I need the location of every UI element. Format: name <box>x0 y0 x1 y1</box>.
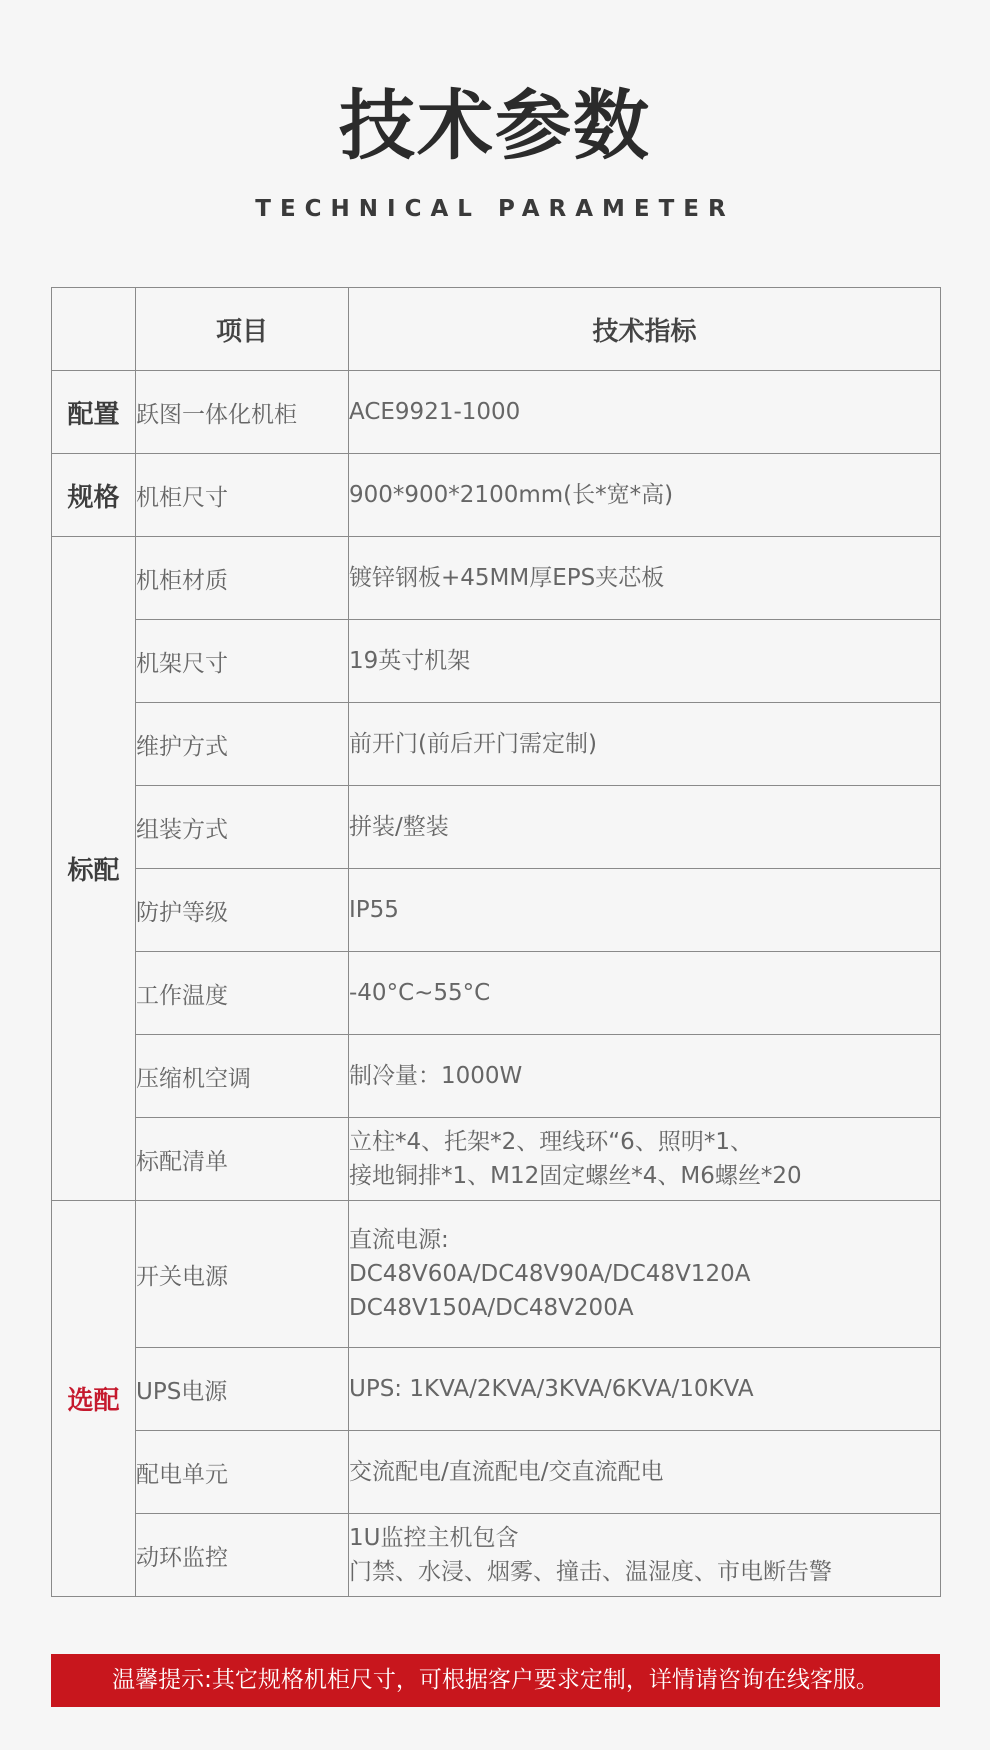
item-cell: 配电单元 <box>136 1431 349 1514</box>
page-subtitle: TECHNICAL PARAMETER <box>255 196 735 222</box>
table-row <box>52 869 941 952</box>
value-line: 1U监控主机包含 <box>349 1525 519 1551</box>
value-cell <box>349 1431 941 1514</box>
value-cell <box>349 537 941 620</box>
table-row <box>52 537 941 620</box>
value-cell <box>349 952 941 1035</box>
value-cell <box>349 454 941 537</box>
item-cell: 标配清单 <box>136 1118 349 1201</box>
value-line: 19英寸机架 <box>349 648 471 674</box>
value-line: 900*900*2100mm(长*宽*高) <box>349 482 674 508</box>
value-cell <box>349 869 941 952</box>
category-cell: 标配 <box>52 537 136 1201</box>
item-cell: 动环监控 <box>136 1514 349 1597</box>
value-line: 接地铜排*1、M12固定螺丝*4、M6螺丝*20 <box>349 1163 802 1189</box>
header-value: 技术指标 <box>349 288 941 371</box>
table-row <box>52 952 941 1035</box>
item-cell: 机柜尺寸 <box>136 454 349 537</box>
page-title: 技术参数 <box>339 81 651 170</box>
notice-banner: 温馨提示:其它规格机柜尺寸，可根据客户要求定制，详情请咨询在线客服。 <box>51 1654 940 1707</box>
value-cell <box>349 1035 941 1118</box>
value-line: DC48V150A/DC48V200A <box>349 1295 634 1321</box>
value-cell <box>349 620 941 703</box>
value-line: 门禁、水浸、烟雾、撞击、温湿度、市电断告警 <box>349 1559 832 1585</box>
value-line: -40°C~55°C <box>349 980 491 1006</box>
category-cell: 规格 <box>52 454 136 537</box>
value-cell <box>349 1514 941 1597</box>
value-line: IP55 <box>349 897 399 923</box>
value-line: ACE9921-1000 <box>349 399 521 425</box>
value-cell <box>349 371 941 454</box>
header-corner-cell <box>52 288 136 371</box>
value-cell <box>349 1201 941 1348</box>
item-cell: 组装方式 <box>136 786 349 869</box>
value-line: 制冷量：1000W <box>349 1063 523 1089</box>
table-row <box>52 1431 941 1514</box>
table-row <box>52 1514 941 1597</box>
value-cell <box>349 703 941 786</box>
parameter-table <box>51 287 941 1597</box>
item-cell: 维护方式 <box>136 703 349 786</box>
table-row <box>52 1201 941 1348</box>
value-line: 前开门(前后开门需定制) <box>349 731 597 757</box>
table-row <box>52 703 941 786</box>
item-cell: 工作温度 <box>136 952 349 1035</box>
value-cell <box>349 786 941 869</box>
table-row <box>52 1348 941 1431</box>
item-cell: 压缩机空调 <box>136 1035 349 1118</box>
table-header-row <box>52 288 941 371</box>
item-cell: UPS电源 <box>136 1348 349 1431</box>
table-row <box>52 371 941 454</box>
category-cell: 选配 <box>52 1201 136 1597</box>
header-item: 项目 <box>136 288 349 371</box>
item-cell: 机柜材质 <box>136 537 349 620</box>
value-line: 立柱*4、托架*2、理线环“6、照明*1、 <box>349 1129 753 1155</box>
value-line: 交流配电/直流配电/交直流配电 <box>349 1459 664 1485</box>
table-row <box>52 1118 941 1201</box>
item-cell: 防护等级 <box>136 869 349 952</box>
value-line: 镀锌钢板+45MM厚EPS夹芯板 <box>349 565 665 591</box>
category-cell: 配置 <box>52 371 136 454</box>
value-line: 拼装/整装 <box>349 814 449 840</box>
item-cell: 跃图一体化机柜 <box>136 371 349 454</box>
table-row <box>52 620 941 703</box>
item-cell: 机架尺寸 <box>136 620 349 703</box>
table-row <box>52 1035 941 1118</box>
item-cell: 开关电源 <box>136 1201 349 1348</box>
table-row <box>52 454 941 537</box>
value-cell <box>349 1348 941 1431</box>
value-line: UPS: 1KVA/2KVA/3KVA/6KVA/10KVA <box>349 1376 754 1402</box>
value-cell <box>349 1118 941 1201</box>
value-line: 直流电源: <box>349 1227 449 1253</box>
table-row <box>52 786 941 869</box>
value-line: DC48V60A/DC48V90A/DC48V120A <box>349 1261 751 1287</box>
